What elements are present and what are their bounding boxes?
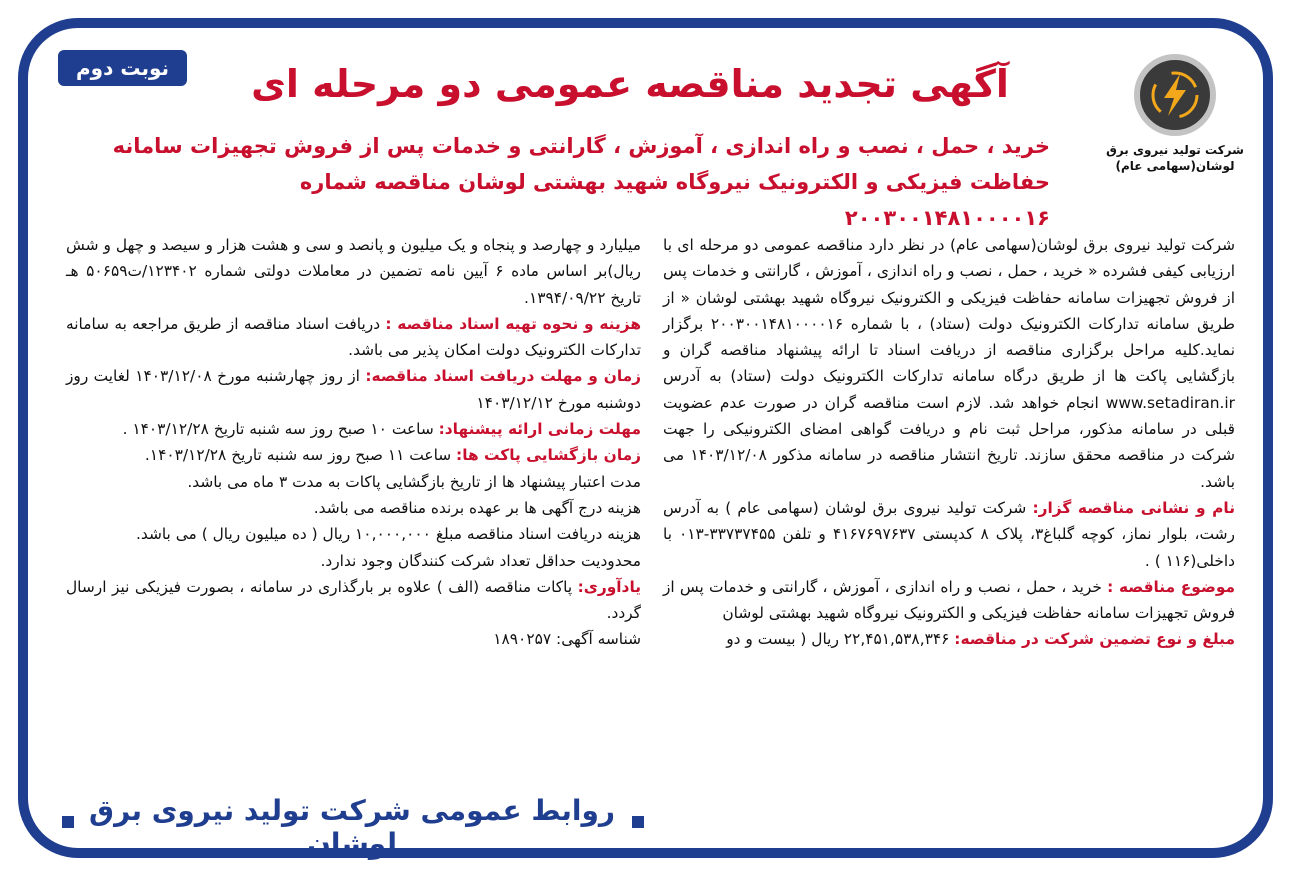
footer-public-relations: روابط عمومی شرکت تولید نیروی برق لوشان xyxy=(89,794,615,860)
left-column xyxy=(66,232,641,653)
guarantee-text: ۲۲,۴۵۱,۵۳۸,۳۴۶ ریال ( بیست و دو xyxy=(726,630,955,649)
right-column xyxy=(663,232,1235,653)
subtitle-line1: خرید ، حمل ، نصب و راه اندازی ، آموزش ، گارانتی و خدمات پس از فروش تجهیزات سامانه xyxy=(112,134,1050,158)
ad-cost-paragraph: هزینه درج آگهی ها بر عهده برنده مناقصه می باشد. xyxy=(313,498,641,517)
note-text: پاکات مناقصه (الف ) علاوه بر بارگذاری در سامانه ، بصورت فیزیکی نیز ارسال گردد. xyxy=(66,577,641,623)
company-logo xyxy=(1085,50,1265,200)
org-text: شرکت تولید نیروی برق لوشان (سهامی عام ) به آدرس رشت، بلوار نماز، کوچه گلباغ۳، پلاک ۸ کدپستی ۴۱۶۷۶۹۷۶۳۷ و تلفن ۳۳۷۳۷۴۵۵-۰۱۳ با داخلی(۱۱۶ ) . xyxy=(663,498,1235,570)
guarantee-label: مبلغ و نوع تضمین شرکت در مناقصه: xyxy=(954,630,1235,649)
submit-label: مهلت زمانی ارائه پیشنهاد: xyxy=(438,420,641,439)
docs-time-text: از روز چهارشنبه مورخ ۱۴۰۳/۱۲/۰۸ لغایت روز دوشنبه مورخ ۱۴۰۳/۱۲/۱۲ xyxy=(66,367,641,412)
note-paragraph xyxy=(66,574,641,627)
open-text: ساعت ۱۱ صبح روز سه شنبه تاریخ ۱۴۰۳/۱۲/۲۸. xyxy=(144,446,457,465)
open-label: زمان بازگشایی پاکت ها: xyxy=(456,446,641,465)
subject-text: خرید ، حمل ، نصب و راه اندازی ، آموزش ، گارانتی و خدمات پس از فروش تجهیزات سامانه حفاظت فیزیکی و الکترونیک نیروگاه شهید بهشتی لوشان xyxy=(663,577,1235,623)
ad-title: آگهی تجدید مناقصه عمومی دو مرحله ای xyxy=(251,62,1009,106)
subtitle-line2: حفاظت فیزیکی و الکترونیک نیروگاه شهید بهشتی لوشان مناقصه شماره ۲۰۰۳۰۰۱۴۸۱۰۰۰۰۱۶ xyxy=(299,170,1050,230)
company-name-line2: لوشان(سهامی عام) xyxy=(1115,159,1235,173)
submit-text: ساعت ۱۰ صبح روز سه شنبه تاریخ ۱۴۰۳/۱۲/۲۸ . xyxy=(122,420,439,439)
docs-cost-text: دریافت اسناد مناقصه از طریق مراجعه به سامانه تدارکات الکترونیک دولت امکان پذیر می باشد. xyxy=(66,314,641,360)
company-name-line1: شرکت تولید نیروی برق xyxy=(1106,143,1244,157)
guarantee-paragraph xyxy=(663,626,1235,652)
lightning-logo-icon xyxy=(1134,54,1216,136)
docs-cost-label: هزینه و نحوه تهیه اسناد مناقصه : xyxy=(385,314,641,333)
ad-subtitle xyxy=(90,128,1050,236)
docs-time-label: زمان و مهلت دریافت اسناد مناقصه: xyxy=(365,367,642,386)
open-paragraph xyxy=(66,442,641,468)
subject-label: موضوع مناقصه : xyxy=(1107,577,1235,596)
org-paragraph xyxy=(663,495,1235,574)
limit-paragraph: محدودیت حداقل تعداد شرکت کنندگان وجود ندارد. xyxy=(320,551,641,570)
subject-paragraph xyxy=(663,574,1235,627)
note-label: یادآوری: xyxy=(577,577,641,596)
org-label: نام و نشانی مناقصه گزار: xyxy=(1032,498,1235,517)
docs-time-paragraph xyxy=(66,363,641,416)
submit-paragraph xyxy=(66,416,641,442)
validity-paragraph: مدت اعتبار پیشنهاد ها از تاریخ بازگشایی پاکات به مدت ۳ ماه می باشد. xyxy=(187,472,641,491)
guarantee-continued: میلیارد و چهارصد و پنجاه و یک میلیون و پانصد و سی و هشت هزار و سیصد و چهل و شش ریال)بر اساس ماده ۶ آیین نامه تضمین در معاملات دولتی شماره ۱۲۳۴۰۲/ت۵۰۶۵۹ هـ تاریخ ۱۳۹۴/۰۹/۲۲. xyxy=(66,236,641,307)
ad-id: شناسه آگهی: ۱۸۹۰۲۵۷ xyxy=(493,630,641,649)
docs-cost-paragraph xyxy=(66,311,641,364)
docs-fee-paragraph: هزینه دریافت اسناد مناقصه مبلغ ۱۰,۰۰۰,۰۰۰ ریال ( ده میلیون ریال ) می باشد. xyxy=(136,525,641,544)
round-badge: نوبت دوم xyxy=(58,50,187,86)
intro-paragraph: شرکت تولید نیروی برق لوشان(سهامی عام) در نظر دارد مناقصه عمومی دو مرحله ای با ارزیابی کیفی فشرده « خرید ، حمل ، نصب و راه اندازی ، آموزش ، گارانتی و خدمات پس از فروش تجهیزات سامانه حفاظت فیزیکی و الکترونیک نیروگاه شهید بهشتی لوشان « از طریق سامانه تدارکات الکترونیک دولت (ستاد) ، با شماره ۲۰۰۳۰۰۱۴۸۱۰۰۰۰۱۶ برگزار نماید.کلیه مراحل برگزاری مناقصه از دریافت اسناد تا ارائه پیشنهاد مناقصه گران و بازگشایی پاکت ها از طریق درگاه سامانه تدارکات الکترونیک دولت (ستاد) به آدرس www.setadiran.ir انجام خواهد شد. لازم است مناقصه گران در صورت عدم عضویت قبلی در سامانه مذکور، مراحل ثبت نام و دریافت گواهی امضای الکترونیکی را جهت شرکت در مناقصه محقق سازند. تاریخ انتشار مناقصه در سامانه مذکور ۱۴۰۳/۱۲/۰۸ می باشد. xyxy=(663,236,1235,491)
